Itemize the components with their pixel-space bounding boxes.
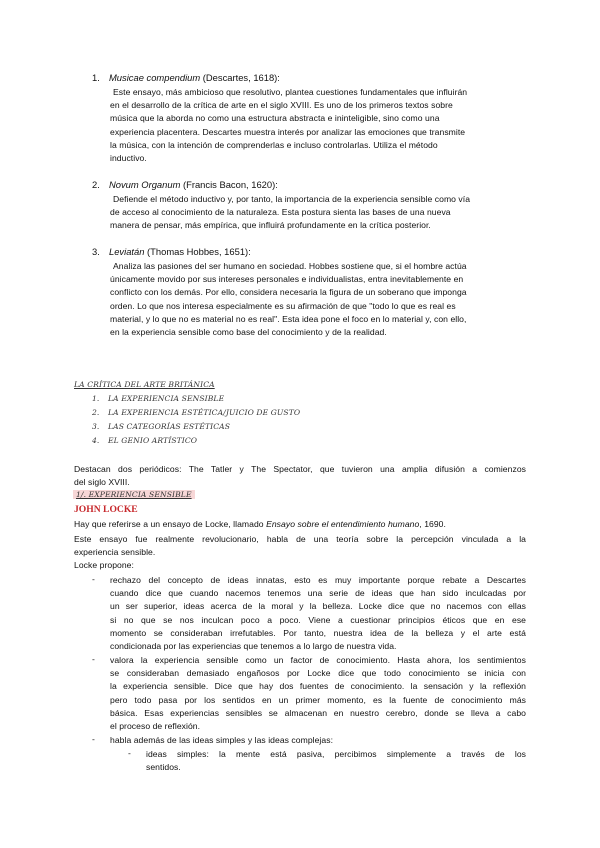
- list-text: EL GENIO ARTÍSTICO: [108, 436, 198, 445]
- text-line: se consideraban demasiado engañosos por Locke dice que todo conocimiento se inicia con: [110, 668, 526, 679]
- numbered-item-3: [92, 245, 251, 258]
- text-line: en el desarrollo de la crítica de arte en el siglo XVIII. Es uno de los primeros textos sobre: [110, 100, 453, 111]
- handwritten-list-item: [92, 436, 300, 450]
- text-line: momento se consideraban irrefutables. Por tanto, nuestra idea de la belleza y el arte está: [110, 627, 526, 638]
- section-heading: [73, 490, 195, 499]
- list-number: 3.: [92, 422, 100, 431]
- text-line: condicionada por las experiencias que tenemos a lo largo de nuestra vida.: [110, 641, 397, 652]
- item-2-paragraph: [110, 193, 470, 233]
- intro-text-end: , 1690.: [419, 519, 446, 529]
- handwritten-list: [92, 394, 300, 450]
- text-line: música que la aborda no como una estructura abstracta e ininteligible, sino como una: [110, 113, 440, 124]
- text-line: conflicto con los demás. Por ello, considera necesaria la figura de un soberano que imponga: [110, 287, 467, 298]
- text-line: Analiza las pasiones del ser humano en sociedad. Hobbes sostiene que, si el hombre actúa: [113, 261, 467, 271]
- text-line: en la experiencia sensible como base del conocimiento y de la realidad.: [110, 327, 387, 338]
- text-line: si no que se nos inculcan poco a poco. Viene a cuestionar principios éticos que en ese: [110, 614, 526, 625]
- text-line: pero todo pasa por los sentidos en un primer momento, es la fuente de conocimiento más: [110, 694, 526, 705]
- item-title: Musicae compendium: [109, 72, 201, 83]
- text-line: Defiende el método inductivo y, por tanto, la importancia de la experiencia sensible como vía: [113, 194, 471, 204]
- text-line: Locke propone:: [74, 560, 134, 571]
- periodicos-paragraph: [74, 463, 526, 489]
- text-line: [146, 748, 526, 761]
- text-line: de acceso al conocimiento de la naturaleza. Esta postura sienta las bases de una nueva: [110, 207, 451, 218]
- handwritten-list-item: [92, 422, 300, 436]
- bullet-3: [110, 734, 333, 747]
- numbered-item-2: [92, 178, 278, 191]
- text-line: la música, con la intención de comprenderlas e incluso controlarlas. Utiliza el método: [110, 139, 438, 150]
- list-number: 2.: [92, 408, 100, 417]
- list-text: LA EXPERIENCIA ESTÉTICA/JUICIO DE GUSTO: [108, 408, 301, 417]
- text-line: material, y lo que no es material no es real". Esta idea pone el foco en lo material y, con ello,: [110, 313, 467, 324]
- text-line: básica. Esas experiencias sensibles se almacenan en nuestro cerebro, donde se lleva a cabo: [110, 707, 526, 718]
- text-line: cuando dice que cuando nacemos tenemos una serie de ideas que han sido inculcadas por: [110, 588, 526, 599]
- text-line: Este ensayo fue realmente revolucionario, habla de una teoría sobre la percepción vinculada a la: [74, 534, 526, 544]
- text-line: un ser superior, ideas acerca de la moral y la belleza. Locke dice que no nacemos con ellas: [110, 601, 526, 612]
- handwritten-list-item: [92, 394, 300, 408]
- text-line: valora la experiencia sensible como un factor de conocimiento. Hasta ahora, los sentimientos: [110, 655, 526, 665]
- item-3-paragraph: [110, 260, 467, 339]
- section-heading-text: 1/. EXPERIENCIA SENSIBLE: [73, 490, 195, 499]
- item-title: Novum Organum: [109, 179, 181, 190]
- text-line: orden. Lo que nos interesa especialmente es su afirmación de que "todo lo que es real es: [110, 300, 456, 311]
- term: ideas simples: [146, 749, 207, 759]
- text-line: sentidos.: [146, 762, 181, 773]
- text-line: manera de pensar, más empírica, que influirá profundamente en la crítica posterior.: [110, 220, 431, 231]
- locke-intro: [74, 518, 526, 531]
- text-line: la experiencia sensible. Dice que hay dos fuentes de conocimiento. la sensación y la reflexión: [110, 681, 526, 692]
- text-line: inductivo.: [110, 153, 147, 164]
- list-text: LA EXPERIENCIA SENSIBLE: [108, 394, 225, 403]
- text-line: del siglo XVIII.: [74, 477, 130, 488]
- locke-heading: JOHN LOCKE: [74, 504, 138, 515]
- text-line: rechazo del concepto de ideas innatas, esto es muy importante porque rebate a Descartes: [110, 575, 526, 585]
- list-text: LAS CATEGORÍAS ESTÉTICAS: [108, 422, 231, 431]
- item-1-paragraph: [110, 86, 495, 165]
- text-line: Este ensayo, más ambicioso que resolutivo, plantea cuestiones fundamentales que influirán: [113, 87, 468, 97]
- item-title-tail: (Francis Bacon, 1620):: [180, 179, 278, 190]
- bullet-dash: -: [92, 734, 95, 744]
- intro-text: Hay que referirse a un ensayo de Locke, llamado: [74, 519, 267, 529]
- text-line: [74, 518, 526, 531]
- text-line: únicamente movido por sus intereses personales e individualistas, entra inevitablemente en: [110, 274, 464, 285]
- bullet-dash: -: [92, 574, 95, 584]
- text-line: habla además de las ideas simples y las ideas complejas:: [110, 735, 334, 745]
- list-number: 1.: [92, 394, 100, 403]
- locke-paragraph: [74, 533, 526, 573]
- text-line: experiencia placentera. Descartes muestra interés por analizar las emociones que transmite: [110, 126, 466, 137]
- item-number: 3.: [92, 246, 100, 257]
- item-number: 2.: [92, 179, 100, 190]
- item-number: 1.: [92, 72, 100, 83]
- sub-bullet: [146, 748, 526, 774]
- item-title-tail: (Thomas Hobbes, 1651):: [144, 246, 251, 257]
- list-number: 4.: [92, 436, 100, 445]
- definition: : la mente está pasiva, percibimos simplemente a través de los: [206, 749, 526, 759]
- bullet-2: [110, 654, 526, 733]
- numbered-item-1: [92, 71, 280, 84]
- text-line: experiencia sensible.: [74, 547, 156, 558]
- text-line: el proceso de reflexión.: [110, 721, 201, 732]
- bullet-1: [110, 574, 526, 653]
- sub-bullet-dash: -: [128, 748, 131, 758]
- handwritten-list-item: [92, 408, 300, 422]
- essay-title: Ensayo sobre el entendimiento humano: [266, 519, 420, 529]
- text-line: Destacan dos periódicos: The Tatler y The Spectator, que tuvieron una amplia difusión a comienzos: [74, 464, 526, 474]
- handwritten-heading: LA CRÍTICA DEL ARTE BRITÁNICA: [74, 380, 215, 389]
- item-title: Leviatán: [109, 246, 145, 257]
- item-title-tail: (Descartes, 1618):: [200, 72, 280, 83]
- bullet-dash: -: [92, 654, 95, 664]
